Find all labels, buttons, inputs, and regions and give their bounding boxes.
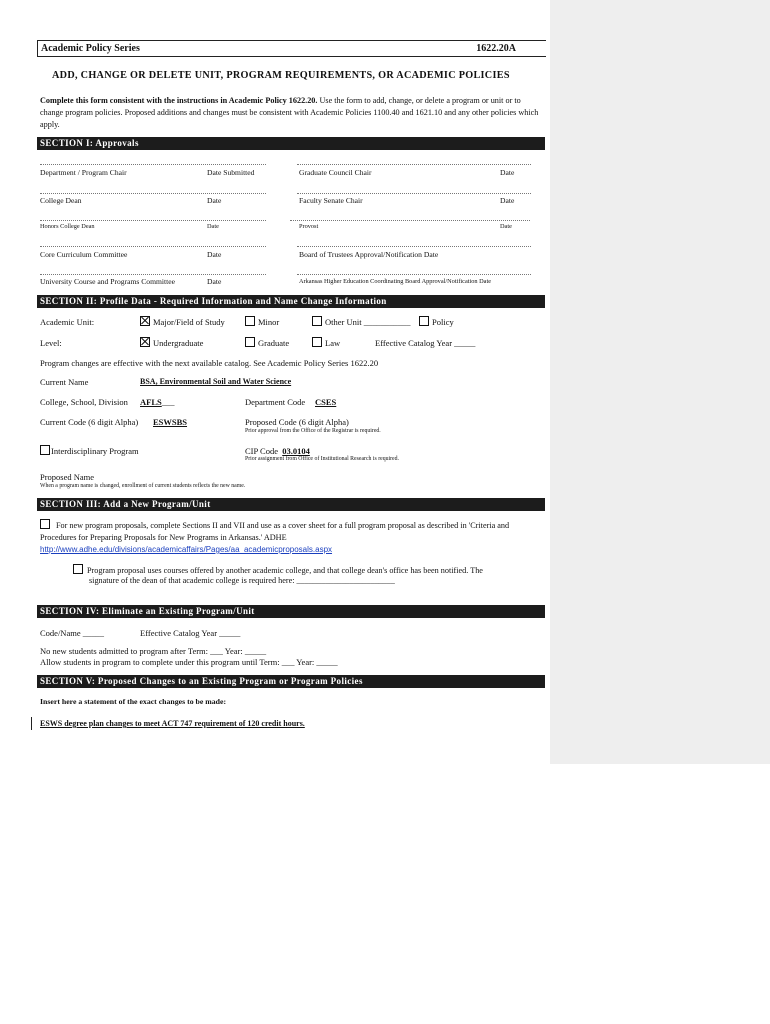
changes-instruction: Insert here a statement of the exact changes to be made: [40, 697, 227, 706]
changes-statement[interactable]: ESWS degree plan changes to meet ACT 747 requirement of 120 credit hours. [40, 719, 305, 728]
new-program-text: For new program proposals, complete Sections II and VII and use as a cover sheet for a full program proposal as described in 'Criteria and Procedures for Preparing Proposals for New Programs in Arkansas.' ADHE [40, 521, 510, 542]
policy-number: 1622.20A [476, 43, 516, 54]
signature-line[interactable] [297, 246, 531, 247]
approver-label: Faculty Senate Chair [299, 196, 363, 205]
approver-label: Arkansas Higher Education Coordinating Board Approval/Notification Date [299, 278, 492, 285]
date-label: Date [207, 277, 222, 286]
cip-code-field[interactable] [245, 446, 310, 456]
signature-line[interactable] [40, 193, 266, 194]
law-checkbox[interactable] [312, 337, 322, 347]
major-option[interactable] [140, 316, 225, 327]
intro-paragraph [40, 95, 540, 131]
code-name-field[interactable]: Code/Name _____ [40, 628, 104, 638]
date-label: Date [500, 168, 515, 177]
intro-rest: Use the form to add, change, or delete a program or unit or to change program policies. Proposed additions and changes must be consistent with Academic Policies 1100.40 and 1621.10 and any other policies which apply. [40, 96, 539, 129]
academic-unit-label: Academic Unit: [40, 317, 95, 327]
section-1-title: SECTION I: Approvals [40, 138, 139, 148]
signature-line[interactable] [40, 274, 266, 275]
new-program-paragraph [40, 519, 540, 556]
minor-label: Minor [258, 317, 280, 327]
section-4-header [37, 605, 545, 618]
comment-margin-pane [550, 0, 770, 764]
proposed-code-note: Prior approval from the Office of the Registrar is required. [245, 428, 381, 434]
level-label: Level: [40, 338, 62, 348]
undergraduate-checkbox[interactable] [140, 337, 150, 347]
signature-line[interactable] [290, 220, 530, 221]
graduate-option[interactable] [245, 337, 289, 348]
signature-line[interactable] [40, 220, 266, 221]
major-checkbox[interactable] [140, 316, 150, 326]
major-label: Major/Field of Study [153, 317, 225, 327]
minor-checkbox[interactable] [245, 316, 255, 326]
form-title: ADD, CHANGE OR DELETE UNIT, PROGRAM REQUIREMENTS, OR ACADEMIC POLICIES [52, 70, 510, 81]
section-2-header [37, 295, 545, 308]
interdisciplinary-option[interactable] [40, 445, 139, 456]
policy-label: Policy [432, 317, 454, 327]
revision-bar [31, 717, 32, 730]
college-label: College, School, Division [40, 397, 128, 407]
approver-label: Graduate Council Chair [299, 168, 372, 177]
approver-label: Honors College Dean [40, 223, 95, 230]
interdisciplinary-label: Interdisciplinary Program [51, 446, 139, 456]
no-new-students-line[interactable]: No new students admitted to program after Term: ___ Year: _____ [40, 646, 267, 656]
policy-option[interactable] [419, 316, 454, 327]
signature-line[interactable] [297, 164, 531, 165]
approver-label: Provost [299, 223, 319, 230]
dean-signature-line[interactable]: signature of the dean of that academic college is required here: ________________________ [89, 576, 395, 585]
law-label: Law [325, 338, 341, 348]
approver-label: Department / Program Chair [40, 168, 127, 177]
section4-catalog-year[interactable]: Effective Catalog Year _____ [140, 628, 241, 638]
current-name-value[interactable]: BSA, Environmental Soil and Water Science [140, 377, 292, 386]
signature-line[interactable] [40, 246, 266, 247]
law-option[interactable] [312, 337, 340, 348]
other-unit-label: Other Unit ___________ [325, 317, 411, 327]
intro-bold: Complete this form consistent with the instructions in Academic Policy 1622.20. [40, 96, 318, 105]
minor-option[interactable] [245, 316, 279, 327]
date-label: Date [500, 196, 515, 205]
signature-line[interactable] [297, 274, 531, 275]
current-name-label: Current Name [40, 377, 89, 387]
other-unit-checkbox[interactable] [312, 316, 322, 326]
undergraduate-label: Undergraduate [153, 338, 204, 348]
department-code-value[interactable]: CSES [315, 397, 337, 407]
college-field[interactable] [140, 397, 174, 407]
new-program-checkbox[interactable] [40, 519, 50, 529]
other-college-checkbox[interactable] [73, 564, 83, 574]
policy-checkbox[interactable] [419, 316, 429, 326]
section-1-header [37, 137, 545, 150]
adhe-link[interactable]: http://www.adhe.edu/divisions/academicaffairs/Pages/aa_academicproposals.aspx [40, 545, 333, 554]
proposed-code-label: Proposed Code (6 digit Alpha) [245, 417, 349, 427]
section-2-title: SECTION II: Profile Data - Required Information and Name Change Information [40, 296, 387, 306]
section-5-title: SECTION V: Proposed Changes to an Existing Program or Program Policies [40, 676, 363, 686]
college-trail: ___ [161, 397, 175, 407]
cip-code-note: Prior assignment from Office of Institutional Research is required. [245, 456, 399, 462]
date-label: Date [207, 223, 219, 230]
section-4-title: SECTION IV: Eliminate an Existing Program/Unit [40, 606, 255, 616]
cip-code-value: 03.0104 [282, 446, 310, 456]
effective-note: Program changes are effective with the next available catalog. See Academic Policy Series 1622.20 [40, 358, 379, 368]
series-name: Academic Policy Series [41, 43, 140, 54]
other-unit-option[interactable] [312, 316, 410, 327]
section-3-title: SECTION III: Add a New Program/Unit [40, 499, 211, 509]
interdisciplinary-checkbox[interactable] [40, 445, 50, 455]
undergraduate-option[interactable] [140, 337, 203, 348]
section-3-header [37, 498, 545, 511]
college-value: AFLS [140, 397, 162, 407]
effective-catalog-year[interactable]: Effective Catalog Year _____ [375, 338, 476, 348]
approver-label: Board of Trustees Approval/Notification Date [299, 250, 439, 259]
proposed-name-label: Proposed Name [40, 472, 95, 482]
department-code-label: Department Code [245, 397, 306, 407]
date-label: Date [207, 250, 222, 259]
approver-label: Core Curriculum Committee [40, 250, 128, 259]
allow-students-line[interactable]: Allow students in program to complete under this program until Term: ___ Year: _____ [40, 657, 338, 667]
graduate-checkbox[interactable] [245, 337, 255, 347]
current-code-label: Current Code (6 digit Alpha) [40, 417, 139, 427]
document-header [37, 40, 546, 57]
date-label: Date [207, 196, 222, 205]
other-college-text: Program proposal uses courses offered by another academic college, and that college dean's office has been notified. The [87, 566, 483, 575]
other-college-option[interactable] [73, 564, 483, 575]
approver-label: College Dean [40, 196, 82, 205]
proposed-name-note: When a program name is changed, enrollment of current students reflects the new name. [40, 483, 246, 489]
date-label: Date [500, 223, 512, 230]
date-label: Date Submitted [207, 168, 255, 177]
approver-label: University Course and Programs Committee [40, 277, 175, 286]
cip-code-label: CIP Code [245, 446, 278, 456]
graduate-label: Graduate [258, 338, 290, 348]
signature-line[interactable] [297, 193, 531, 194]
signature-line[interactable] [40, 164, 266, 165]
section-5-header [37, 675, 545, 688]
current-code-value[interactable]: ESWSBS [153, 417, 188, 427]
